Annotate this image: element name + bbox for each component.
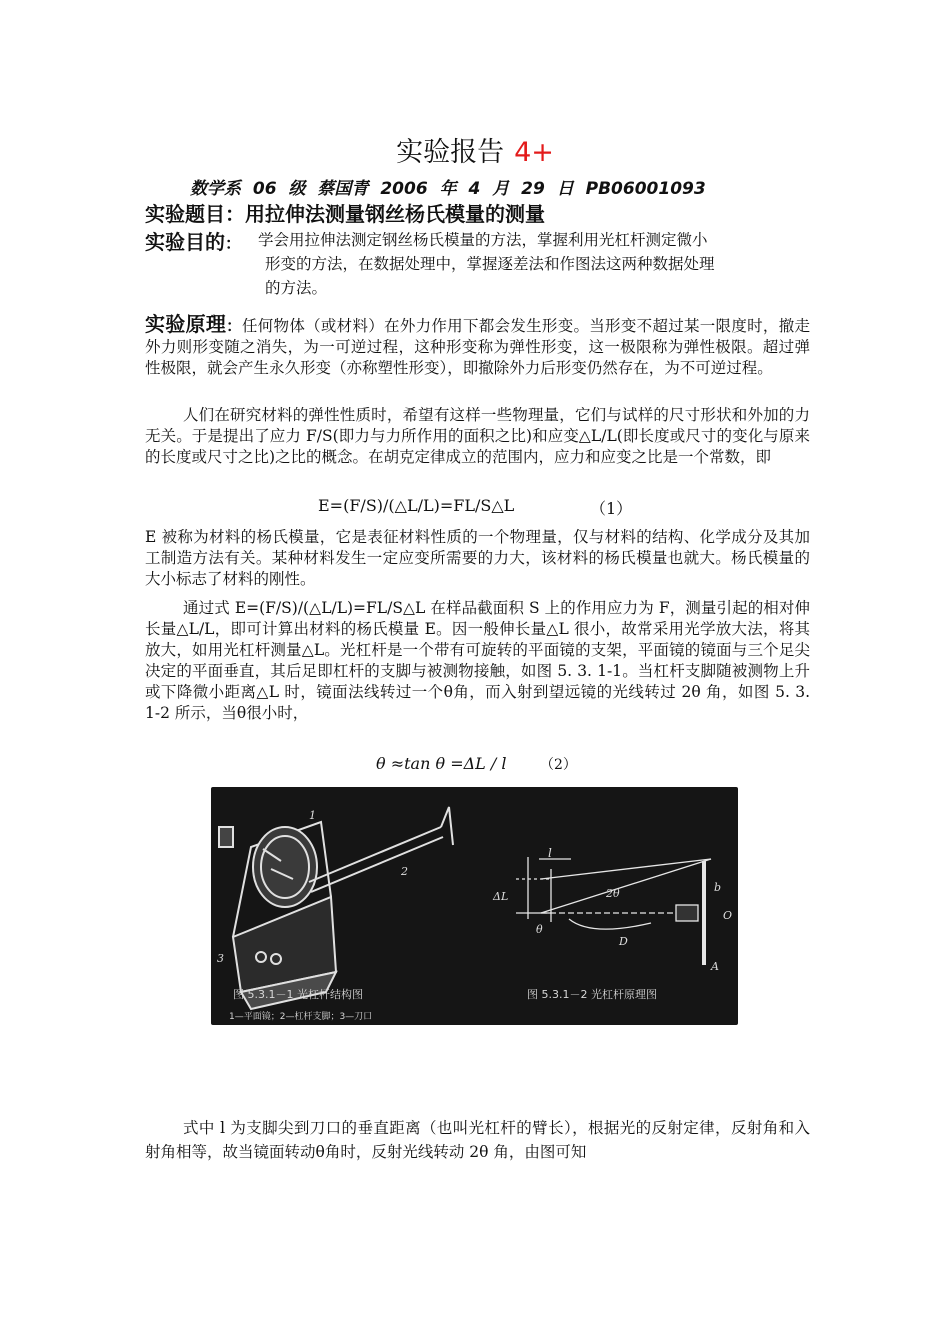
purpose-line-3: 的方法。 [265,279,328,297]
formula-1-number: （1） [590,499,633,518]
formula-2-number: （2） [540,757,577,773]
label-arm-length: l [548,846,552,860]
label-foot: 2 [401,865,408,878]
label-theta: θ [536,923,543,936]
principle-paragraph-2: 人们在研究材料的弹性性质时，希望有这样一些物理量，它们与试样的尺寸形状和外加的力无关。于是提出了应力 F/S(即力与力所作用的面积之比)和应变△L/L(即长度或尺寸的变化与原来的长度或尺寸之比)之比的概念。在胡克定律成立的范围内，应力和应变之比是一个常数，即 [145,406,810,466]
formula-1: E=(F/S)/(△L/L)=FL/S△L [318,496,515,515]
label-edge: 3 [217,952,224,965]
topic-text: 用拉伸法测量钢丝杨氏模量的测量 [245,202,545,226]
principle-paragraph-3: E 被称为材料的杨氏模量，它是表征材料性质的一个物理量，仅与材料的结构、化学成分及其加工制造方法有关。某种材料发生一定应变所需要的力大，该材料的杨氏模量也就大。杨氏模量的大小标志了材料的刚性。 [145,528,810,588]
caption-right: 图 5.3.1－2 光杠杆原理图 [527,988,657,1001]
author-line: 数学系 06 级 蔡国青 2006 年 4 月 29 日 PB06001093 [190,179,706,199]
purpose-label: 实验目的： [145,230,242,254]
figure-drawing [211,787,738,1025]
label-delta-l: ΔL [493,890,509,903]
principle-paragraph-1: 实验原理：任何物体（或材料）在外力作用下都会发生形变。当形变不超过某一限度时，撤走外力则形变随之消失，为一可逆过程，这种形变称为弹性形变，这一极限称为弹性极限。超过弹性极限，就会产生永久形变（亦称塑性形变），即撤除外力后形变仍然存在，为不可逆过程。 [145,312,810,377]
caption-left: 图 5.3.1－1 光杠杆结构图 [233,988,363,1001]
formula-2: θ ≈tan θ =ΔL / l [376,754,507,773]
grade-mark: 4+ [514,137,554,168]
title-text: 实验报告 [396,137,505,168]
topic-line [145,198,545,227]
principle-paragraph-4: 通过式 E=(F/S)/(△L/L)=FL/S△L 在样品截面积 S 上的作用应力为 F，测量引起的相对伸长量△L/L，即可计算出材料的杨氏模量 E。因一般伸长量△L 很小，故常采用光学放大法，将其放大，如用光杠杆测量△L。光杠杆是一个带有可旋转的平面镜的支架，平面镜的镜面与三个足尖决定的平面垂直，其后足即杠杆的支脚与被测物接触，如图 5. 3. 1-1。当杠杆支脚随被测物上升或下降微小距离△L 时，镜面法线转过一个θ角，而入射到望远镜的光线转过 2θ 角，如图 5. 3. 1-2 所示，当θ很小时， [145,599,810,722]
lever-principle-diagram [516,857,711,965]
caption-left-legend: 1—平面镜；2—杠杆支脚；3—刀口 [229,1012,373,1022]
label-scale-b: b [714,881,722,894]
label-mirror: 1 [309,809,316,822]
purpose-line-1: 学会用拉伸法测定钢丝杨氏模量的方法，掌握利用光杠杆测定微小 [258,231,708,249]
label-distance-d: D [619,935,628,948]
principle-paragraph-5: 式中 l 为支脚尖到刀口的垂直距离（也叫光杠杆的臂长），根据光的反射定律，反射角和入射角相等，故当镜面转动θ角时，反射光线转动 2θ 角，由图可知 [145,1119,810,1161]
label-two-theta: 2θ [606,887,620,900]
optical-lever-figure [211,787,738,1025]
report-title [0,130,950,169]
purpose-line-2: 形变的方法，在数据处理中，掌握逐差法和作图法这两种数据处理 [265,255,715,273]
topic-label: 实验题目： [145,202,245,226]
principle-label: 实验原理 [145,312,227,336]
lever-structure-sketch [219,807,453,1009]
label-telescope-o: O [723,909,733,922]
label-scale-a: A [711,960,719,973]
